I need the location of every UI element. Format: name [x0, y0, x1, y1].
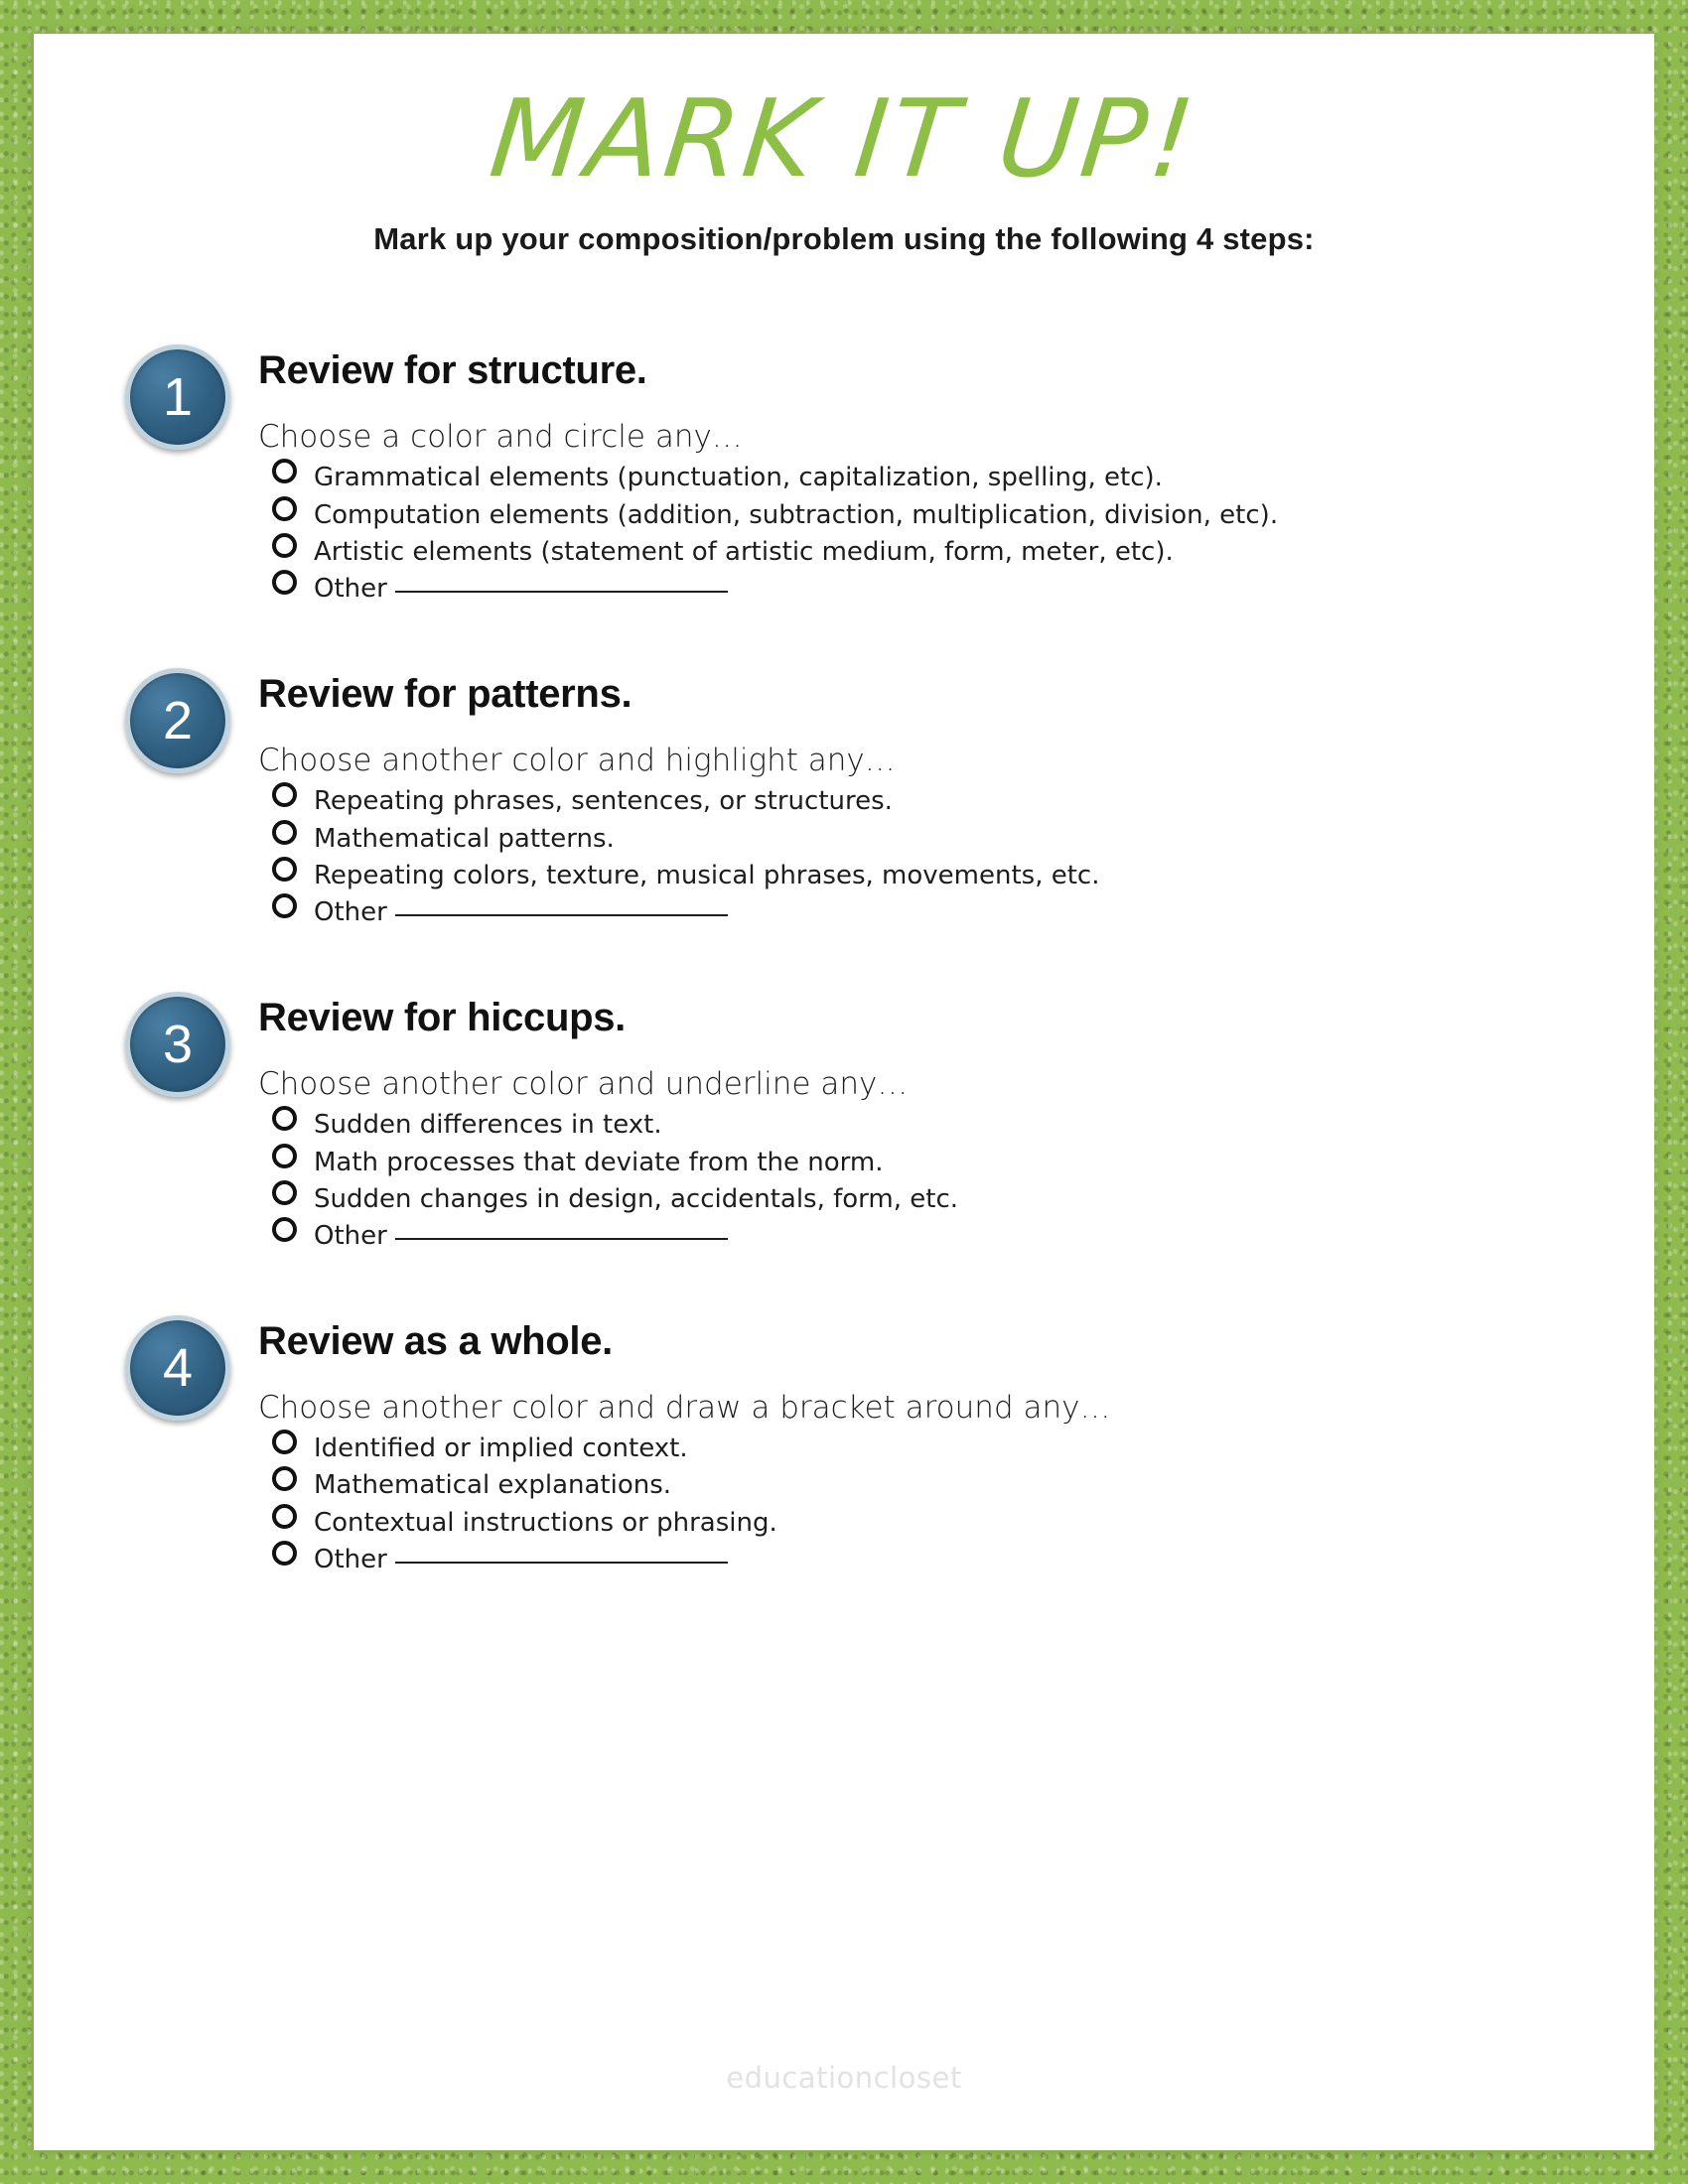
list-item — [272, 535, 1585, 568]
list-item — [272, 784, 1585, 817]
write-in-blank[interactable] — [395, 591, 728, 593]
step-heading: Review for patterns. — [258, 672, 633, 717]
step-badge-wrap — [103, 664, 252, 773]
write-in-blank[interactable] — [395, 1562, 728, 1564]
worksheet-sheet — [34, 34, 1654, 2150]
step-item — [103, 988, 1585, 1256]
step-heading: Review for structure. — [258, 348, 647, 393]
bullet-circle-icon — [272, 1217, 297, 1242]
bullet-circle-icon — [272, 533, 297, 558]
step-bullets — [258, 1432, 1585, 1575]
list-item — [272, 895, 1585, 928]
list-item — [272, 461, 1585, 493]
bullet-label: Other — [314, 1544, 387, 1574]
bullet-label: Other — [314, 897, 387, 928]
bullet-label: Mathematical patterns. — [314, 823, 615, 854]
list-item — [272, 1182, 1585, 1215]
bullet-circle-icon — [272, 1466, 297, 1491]
bullet-circle-icon — [272, 1430, 297, 1454]
step-instruction: Choose another color and highlight any… — [258, 743, 896, 779]
step-item — [103, 341, 1585, 609]
write-in-blank[interactable] — [395, 914, 728, 916]
list-item — [272, 1432, 1585, 1464]
bullet-circle-icon — [272, 570, 297, 595]
step-number-badge: 2 — [125, 668, 230, 773]
bullet-circle-icon — [272, 1504, 297, 1529]
bullet-circle-icon — [272, 1106, 297, 1131]
step-instruction: Choose another color and underline any… — [258, 1066, 909, 1103]
bullet-circle-icon — [272, 1180, 297, 1205]
step-body — [252, 1311, 1585, 1579]
list-item — [272, 822, 1585, 855]
step-heading: Review as a whole. — [258, 1319, 613, 1364]
list-item — [272, 1108, 1585, 1141]
bullet-label: Repeating colors, texture, musical phrases, movements, etc. — [314, 860, 1100, 890]
list-item — [272, 1219, 1585, 1252]
step-number-badge: 1 — [125, 344, 230, 450]
list-item — [272, 498, 1585, 531]
step-number-badge: 3 — [125, 992, 230, 1097]
step-body — [252, 664, 1585, 932]
bullet-label: Grammatical elements (punctuation, capitalization, spelling, etc). — [314, 463, 1163, 493]
write-in-blank[interactable] — [395, 1238, 728, 1240]
list-item — [272, 1146, 1585, 1178]
bullet-label: Identified or implied context. — [314, 1433, 688, 1464]
steps-list — [103, 341, 1585, 1579]
step-bullets — [258, 1108, 1585, 1252]
footer-watermark: educationcloset — [726, 2061, 962, 2095]
step-instruction: Choose another color and draw a bracket around any… — [258, 1390, 1111, 1427]
bullet-circle-icon — [272, 496, 297, 521]
step-body — [252, 341, 1585, 609]
step-badge-wrap — [103, 1311, 252, 1421]
bullet-label: Other — [314, 574, 387, 605]
step-instruction: Choose a color and circle any… — [258, 419, 743, 456]
step-heading: Review for hiccups. — [258, 996, 626, 1040]
bullet-circle-icon — [272, 782, 297, 807]
bullet-circle-icon — [272, 893, 297, 918]
bullet-label: Computation elements (addition, subtraction, multiplication, division, etc). — [314, 499, 1279, 530]
step-badge-wrap — [103, 988, 252, 1097]
bullet-label: Mathematical explanations. — [314, 1470, 672, 1501]
step-item — [103, 664, 1585, 932]
list-item — [272, 1543, 1585, 1575]
step-body — [252, 988, 1585, 1256]
bullet-label: Sudden changes in design, accidentals, form, etc. — [314, 1183, 959, 1214]
step-bullets — [258, 784, 1585, 928]
bullet-circle-icon — [272, 820, 297, 845]
bullet-label: Artistic elements (statement of artistic medium, form, meter, etc). — [314, 536, 1174, 567]
list-item — [272, 1468, 1585, 1501]
bullet-label: Contextual instructions or phrasing. — [314, 1507, 777, 1538]
bullet-circle-icon — [272, 1144, 297, 1168]
bullet-label: Math processes that deviate from the norm. — [314, 1147, 884, 1177]
bullet-label: Sudden differences in text. — [314, 1110, 662, 1141]
step-item — [103, 1311, 1585, 1579]
bullet-circle-icon — [272, 857, 297, 882]
step-bullets — [258, 461, 1585, 605]
step-number-badge: 4 — [125, 1315, 230, 1421]
list-item — [272, 859, 1585, 891]
bullet-label: Other — [314, 1220, 387, 1251]
step-badge-wrap — [103, 341, 252, 450]
bullet-circle-icon — [272, 459, 297, 483]
bullet-circle-icon — [272, 1541, 297, 1566]
page-title: MARK IT UP! — [484, 77, 1204, 202]
bullet-label: Repeating phrases, sentences, or structures. — [314, 786, 893, 817]
list-item — [272, 1506, 1585, 1539]
page-subtitle: Mark up your composition/problem using the following 4 steps: — [373, 221, 1315, 257]
list-item — [272, 572, 1585, 605]
